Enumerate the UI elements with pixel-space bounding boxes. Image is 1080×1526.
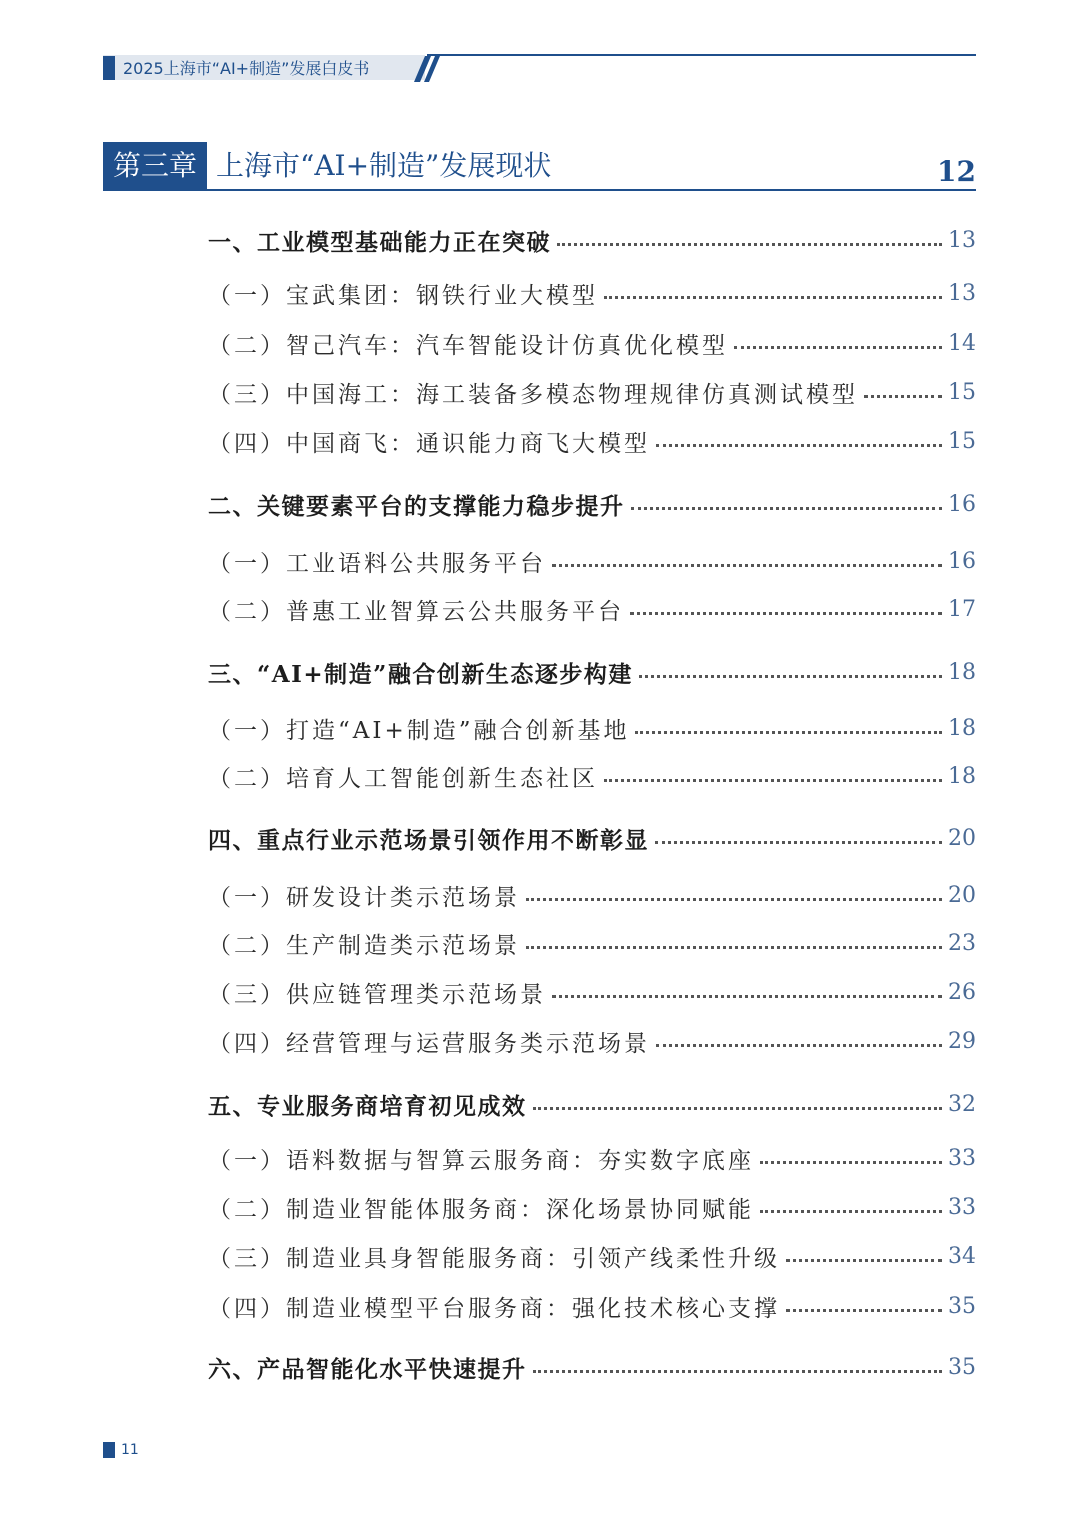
toc-entry-page: 13 (948, 227, 976, 253)
toc-entry-title: （二）智己汽车：汽车智能设计仿真优化模型 (208, 332, 728, 359)
toc-entry-title: （四）经营管理与运营服务类示范场景 (208, 1030, 650, 1057)
toc-leader-dots (786, 1259, 942, 1262)
toc-entry-page: 13 (948, 280, 976, 306)
toc-entry-title: 五、专业服务商培育初见成效 (208, 1092, 527, 1120)
toc-leader-dots (533, 1107, 943, 1110)
toc-leader-dots (656, 444, 942, 447)
header-marker (103, 56, 115, 80)
toc-leader-dots (655, 841, 942, 844)
toc-entry[interactable] (208, 326, 976, 360)
toc-entry-title: 六、产品智能化水平快速提升 (208, 1355, 527, 1383)
footer-page-number: 11 (121, 1442, 139, 1458)
chapter-rule (103, 189, 976, 191)
toc-entry-title: （一）研发设计类示范场景 (208, 884, 520, 911)
toc-entry-page: 18 (948, 715, 976, 741)
toc-entry-title: （二）制造业智能体服务商：深化场景协同赋能 (208, 1196, 754, 1223)
chapter-page-number: 12 (937, 155, 976, 188)
toc-leader-dots (760, 1210, 942, 1213)
toc-entry[interactable] (208, 544, 976, 578)
toc-entry-title: （二）培育人工智能创新生态社区 (208, 765, 598, 792)
toc-entry-page: 18 (948, 763, 976, 789)
toc-entry[interactable] (208, 821, 976, 855)
toc-entry[interactable] (208, 1350, 976, 1384)
toc-leader-dots (786, 1309, 942, 1312)
toc-leader-dots (639, 675, 942, 678)
toc-leader-dots (526, 946, 942, 949)
toc-entry[interactable] (208, 1024, 976, 1058)
toc-entry[interactable] (208, 487, 976, 521)
toc-entry-title: （三）供应链管理类示范场景 (208, 981, 546, 1008)
toc-entry[interactable] (208, 926, 976, 960)
toc-entry[interactable] (208, 223, 976, 257)
toc-entry-page: 15 (948, 428, 976, 454)
toc-entry-page: 20 (948, 882, 976, 908)
toc-entry[interactable] (208, 1087, 976, 1121)
toc-leader-dots (734, 346, 942, 349)
toc-entry-title: （四）制造业模型平台服务商：强化技术核心支撑 (208, 1295, 780, 1322)
toc-leader-dots (604, 779, 942, 782)
toc-leader-dots (635, 731, 942, 734)
toc-entry[interactable] (208, 711, 976, 745)
toc-leader-dots (533, 1370, 943, 1373)
chapter-title: 上海市“AI+制造”发展现状 (216, 149, 552, 182)
header-slash-decoration (398, 54, 448, 82)
toc-entry-page: 35 (948, 1293, 976, 1319)
toc-entry-title: （一）语料数据与智算云服务商：夯实数字底座 (208, 1147, 754, 1174)
toc-entry[interactable] (208, 655, 976, 689)
footer-marker (103, 1442, 115, 1458)
toc-entry-page: 33 (948, 1145, 976, 1171)
toc-entry-title: 四、重点行业示范场景引领作用不断彰显 (208, 826, 649, 854)
toc-entry-page: 32 (948, 1091, 976, 1117)
toc-entry-page: 26 (948, 979, 976, 1005)
toc-entry-title: 一、工业模型基础能力正在突破 (208, 228, 551, 256)
toc-entry-page: 29 (948, 1028, 976, 1054)
toc-entry[interactable] (208, 424, 976, 458)
toc-entry-page: 14 (948, 330, 976, 356)
toc-entry[interactable] (208, 1289, 976, 1323)
toc-entry-page: 23 (948, 930, 976, 956)
toc-entry-title: （一）打造“AI+制造”融合创新基地 (208, 717, 630, 744)
toc-entry[interactable] (208, 759, 976, 793)
toc-entry-page: 16 (948, 548, 976, 574)
toc-entry[interactable] (208, 878, 976, 912)
toc-entry[interactable] (208, 375, 976, 409)
document-title: 2025上海市“AI+制造”发展白皮书 (123, 59, 370, 78)
toc-leader-dots (557, 243, 942, 246)
toc-entry-page: 15 (948, 379, 976, 405)
toc-entry[interactable] (208, 1239, 976, 1273)
toc-entry-title: （三）中国海工：海工装备多模态物理规律仿真测试模型 (208, 381, 858, 408)
toc-entry-page: 34 (948, 1243, 976, 1269)
toc-leader-dots (760, 1161, 942, 1164)
toc-entry-page: 33 (948, 1194, 976, 1220)
toc-entry-page: 17 (948, 596, 976, 622)
toc-leader-dots (631, 507, 943, 510)
toc-entry-page: 20 (948, 825, 976, 851)
toc-entry-page: 35 (948, 1354, 976, 1380)
toc-leader-dots (552, 564, 942, 567)
toc-entry-page: 18 (948, 659, 976, 685)
toc-entry-page: 16 (948, 491, 976, 517)
toc-entry-title: （二）普惠工业智算云公共服务平台 (208, 598, 624, 625)
toc-entry[interactable] (208, 592, 976, 626)
toc-leader-dots (604, 296, 942, 299)
toc-leader-dots (656, 1044, 942, 1047)
toc-entry-title: 三、“AI+制造”融合创新生态逐步构建 (208, 660, 633, 688)
toc-entry-title: （二）生产制造类示范场景 (208, 932, 520, 959)
header-rule (427, 54, 976, 56)
toc-entry-title: 二、关键要素平台的支撑能力稳步提升 (208, 492, 625, 520)
toc-leader-dots (630, 612, 942, 615)
toc-entry[interactable] (208, 1141, 976, 1175)
toc-leader-dots (864, 395, 942, 398)
toc-entry[interactable] (208, 1190, 976, 1224)
toc-entry-title: （一）工业语料公共服务平台 (208, 550, 546, 577)
toc-leader-dots (526, 898, 942, 901)
toc-leader-dots (552, 995, 942, 998)
toc-entry-title: （三）制造业具身智能服务商：引领产线柔性升级 (208, 1245, 780, 1272)
toc-entry-title: （一）宝武集团：钢铁行业大模型 (208, 282, 598, 309)
toc-entry-title: （四）中国商飞：通识能力商飞大模型 (208, 430, 650, 457)
toc-entry[interactable] (208, 975, 976, 1009)
toc-entry[interactable] (208, 276, 976, 310)
chapter-label: 第三章 (103, 142, 207, 189)
